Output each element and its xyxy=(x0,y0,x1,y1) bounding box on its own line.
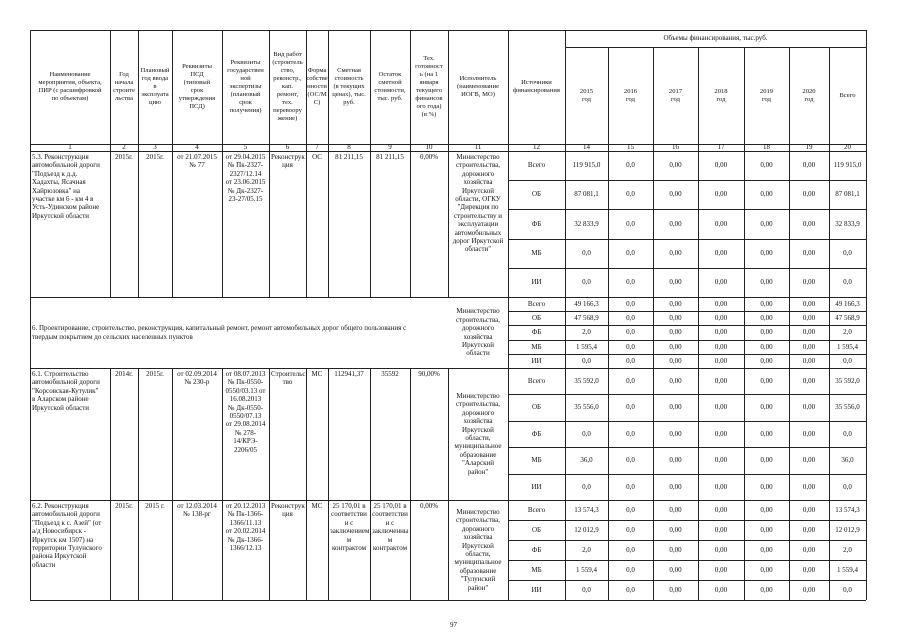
amount-cell: 0,00 xyxy=(714,161,728,170)
amount-cell: 0,00 xyxy=(714,313,728,322)
start-year: 2014г. xyxy=(115,370,133,378)
amount-cell: 13 574,3 xyxy=(835,505,860,514)
amount-cell: 0,00 xyxy=(669,376,682,385)
column-header: Источники финансирования xyxy=(513,79,560,94)
readiness: 90,00% xyxy=(418,370,440,378)
amount-cell: 0,00 xyxy=(760,376,773,385)
expertise-requisites: от 20.12.2013 № Пк-1366- 1366/11.13 от 20.02.2014 № Дк-1366- 1366/12.13 xyxy=(225,502,266,553)
amount-cell: 119 915,0 xyxy=(572,161,601,170)
column-header: Наименование мероприятия, объекта, ПИР (с расшифровкой по объектам) xyxy=(38,71,102,102)
amount-cell: 0,0 xyxy=(626,376,635,385)
grid-line xyxy=(328,368,329,600)
grid-line xyxy=(269,30,270,297)
psd-requisites: от 21.07.2015 № 77 xyxy=(177,153,217,170)
grid-line xyxy=(110,368,111,600)
executor: Министерство строительства, дорожного хозяйства Иркутской области, муниципальное образование "Аларский район" xyxy=(454,391,502,476)
amount-cell: 0,0 xyxy=(582,429,591,438)
work-type: Реконструк ция xyxy=(271,153,305,170)
amount-cell: 0,00 xyxy=(669,356,682,365)
amount-cell: 0,0 xyxy=(843,429,852,438)
amount-cell: 0,00 xyxy=(669,456,682,465)
amount-cell: 0,00 xyxy=(714,545,728,554)
amount-cell: 0,00 xyxy=(802,545,816,554)
amount-cell: 0,00 xyxy=(714,403,728,412)
amount-cell: 0,00 xyxy=(802,249,816,258)
amount-cell: 0,00 xyxy=(669,313,682,322)
amount-cell: 1 559,4 xyxy=(837,565,858,574)
work-type: Реконструк ция xyxy=(271,502,305,519)
amount-cell: 0,0 xyxy=(843,356,852,365)
amount-cell: 0,00 xyxy=(669,505,682,514)
column-number: 12 xyxy=(533,143,540,152)
funding-source: ОБ xyxy=(531,313,542,322)
grid-line xyxy=(30,30,31,600)
column-number: 6 xyxy=(285,143,290,152)
amount-cell: 0,00 xyxy=(760,585,773,594)
amount-cell: 0,00 xyxy=(802,585,816,594)
amount-cell: 0,00 xyxy=(760,525,773,534)
amount-cell: 0,00 xyxy=(714,328,728,337)
amount-cell: 0,00 xyxy=(802,219,816,228)
funding-source: ИИ xyxy=(531,356,542,365)
amount-cell: 0,0 xyxy=(626,429,635,438)
amount-cell: 0,00 xyxy=(760,403,773,412)
amount-cell: 0,00 xyxy=(669,299,682,308)
estimated-cost: 112941,37 xyxy=(334,370,364,378)
amount-cell: 0,00 xyxy=(669,278,682,287)
amount-cell: 35 592,0 xyxy=(574,376,599,385)
amount-cell: 0,00 xyxy=(760,545,773,554)
ownership-form: ОС xyxy=(312,153,322,161)
amount-cell: 0,00 xyxy=(669,565,682,574)
commission-year: 2015 г. xyxy=(145,502,165,510)
amount-cell: 0,00 xyxy=(669,190,682,199)
amount-cell: 0,00 xyxy=(669,403,682,412)
amount-cell: 0,00 xyxy=(802,482,816,491)
amount-cell: 87 081,1 xyxy=(835,190,860,199)
column-number: 14 xyxy=(583,143,590,152)
amount-cell: 0,0 xyxy=(626,565,635,574)
grid-line xyxy=(866,30,867,600)
amount-cell: 49 166,3 xyxy=(574,299,599,308)
amount-cell: 12 012,9 xyxy=(574,525,599,534)
funding-source: Всего xyxy=(527,505,546,514)
grid-line xyxy=(410,368,411,600)
column-header: Плановый год ввода в эксплуата цию xyxy=(140,67,170,106)
amount-cell: 0,00 xyxy=(669,545,682,554)
amount-cell: 0,00 xyxy=(802,328,816,337)
amount-cell: 0,00 xyxy=(802,190,816,199)
column-header: 2017 год xyxy=(668,87,683,103)
amount-cell: 0,00 xyxy=(760,190,773,199)
amount-cell: 47 568,9 xyxy=(574,313,599,322)
amount-cell: 0,00 xyxy=(669,219,682,228)
amount-cell: 0,00 xyxy=(802,278,816,287)
funding-source: МБ xyxy=(531,249,542,258)
object-name: 5.3. Реконструкция автомобильной дороги "Подъезд к д.д. Хадахты, Ясачная Хайрюзовка" на участке км 6 - км 4 в Усть-Удинском районе Иркутской области xyxy=(32,153,100,220)
column-number: 11 xyxy=(474,143,482,152)
amount-cell: 0,00 xyxy=(760,278,773,287)
column-number: 15 xyxy=(627,143,634,152)
amount-cell: 0,00 xyxy=(669,429,682,438)
amount-cell: 0,0 xyxy=(626,456,635,465)
column-header: 2020 год xyxy=(802,87,816,103)
amount-cell: 2,0 xyxy=(582,328,591,337)
grid-line xyxy=(565,30,566,600)
readiness: 0,00% xyxy=(419,153,439,161)
grid-line xyxy=(653,47,654,600)
estimated-cost: 81 211,15 xyxy=(335,153,363,161)
column-number: 9 xyxy=(388,143,392,152)
grid-line xyxy=(328,30,329,297)
amount-cell: 0,00 xyxy=(669,585,682,594)
column-number: 8 xyxy=(347,143,351,152)
amount-cell: 49 166,3 xyxy=(835,299,860,308)
amount-cell: 0,0 xyxy=(626,585,635,594)
funding-source: ИИ xyxy=(531,585,542,594)
amount-cell: 0,00 xyxy=(669,161,682,170)
column-number: 16 xyxy=(672,143,679,152)
amount-cell: 0,0 xyxy=(626,278,635,287)
volume-group-header: Объемы финансирования, тыс.руб. xyxy=(663,34,768,43)
funding-source: Всего xyxy=(527,299,546,308)
amount-cell: 0,00 xyxy=(760,313,773,322)
amount-cell: 0,0 xyxy=(582,482,591,491)
amount-cell: 1 595,4 xyxy=(576,342,597,351)
grid-line xyxy=(306,368,307,600)
commission-year: 2015г. xyxy=(146,370,164,378)
column-header: 2018 год xyxy=(714,87,728,103)
amount-cell: 0,00 xyxy=(714,456,728,465)
amount-cell: 13 574,3 xyxy=(574,505,599,514)
amount-cell: 35 556,0 xyxy=(574,403,599,412)
amount-cell: 0,00 xyxy=(760,328,773,337)
amount-cell: 0,00 xyxy=(669,328,682,337)
funding-source: ФБ xyxy=(531,545,542,554)
amount-cell: 0,0 xyxy=(626,356,635,365)
amount-cell: 0,00 xyxy=(802,505,816,514)
amount-cell: 0,0 xyxy=(626,219,635,228)
psd-requisites: от 12.03.2014 № 138-рг xyxy=(177,502,217,519)
amount-cell: 0,00 xyxy=(714,278,728,287)
amount-cell: 0,00 xyxy=(760,356,773,365)
column-header: 2015 год xyxy=(579,87,594,103)
expertise-requisites: от 29.04.2015 № Пк-2327- 2327/12.14 от 23.06.2015 № Дк-2327- 23-27/05.15 xyxy=(225,153,266,204)
funding-source: Всего xyxy=(527,376,546,385)
amount-cell: 0,00 xyxy=(802,161,816,170)
grid-line xyxy=(269,368,270,600)
grid-line xyxy=(172,30,173,297)
amount-cell: 0,00 xyxy=(714,190,728,199)
funding-source: ОБ xyxy=(531,525,542,534)
column-number: 4 xyxy=(195,143,199,152)
column-header: Год начала строите льства xyxy=(113,71,135,102)
amount-cell: 0,00 xyxy=(760,219,773,228)
grid-line xyxy=(370,368,371,600)
column-header: Сметная стоимость (в текущих ценах), тыс. руб. xyxy=(332,67,366,106)
remaining-cost: 81 211,15 xyxy=(376,153,404,161)
amount-cell: 36,0 xyxy=(841,456,854,465)
grid-line xyxy=(789,47,790,600)
amount-cell: 0,00 xyxy=(760,342,773,351)
expertise-requisites: от 08.07.2013 № Пк-0550- 0550/03.13 от 16.08.2013 № Дк-0550- 0550/07.13 от 29.08.2014 № 278- 14/КРЭ- 2206/05 xyxy=(225,370,266,454)
amount-cell: 0,00 xyxy=(760,429,773,438)
amount-cell: 0,00 xyxy=(802,429,816,438)
amount-cell: 0,0 xyxy=(626,313,635,322)
column-number: 19 xyxy=(805,143,813,152)
funding-source: ФБ xyxy=(531,328,542,337)
column-number: 17 xyxy=(717,143,725,152)
amount-cell: 0,00 xyxy=(714,505,728,514)
executor: Министерство строительства, дорожного хозяйства Иркутской области, ОГКУ "Дирекция по строительству и эксплуатации автомобильных дорог Иркутской области" xyxy=(452,153,504,254)
amount-cell: 0,0 xyxy=(843,585,852,594)
amount-cell: 1 559,4 xyxy=(576,565,597,574)
section-title: 6. Проектирование, строительство, реконструкция, капитальный ремонт, ремонт автомобильных дорог общего пользования с твердым покрытием до сельских населенных пунктов xyxy=(32,324,407,341)
grid-line xyxy=(608,47,609,600)
amount-cell: 2,0 xyxy=(582,545,591,554)
amount-cell: 0,00 xyxy=(669,249,682,258)
amount-cell: 0,00 xyxy=(714,356,728,365)
column-number: 3 xyxy=(153,143,157,152)
funding-source: Всего xyxy=(527,161,546,170)
amount-cell: 0,0 xyxy=(582,356,591,365)
amount-cell: 47 568,9 xyxy=(835,313,860,322)
remaining-cost: 25 170,01 в соответстви и с заключенны м контрактом xyxy=(372,502,409,553)
amount-cell: 0,00 xyxy=(802,525,816,534)
funding-source: ИИ xyxy=(531,278,542,287)
amount-cell: 0,00 xyxy=(760,565,773,574)
amount-cell: 0,00 xyxy=(714,376,728,385)
object-name: 6.2. Реконструкция автомобильной дороги "Подъезд к с. Азей" (от а/д Новосибирск - Иркутск км 1507) на территории Тулунского района Иркутской области xyxy=(32,502,102,569)
amount-cell: 0,00 xyxy=(714,525,728,534)
amount-cell: 0,0 xyxy=(582,278,591,287)
amount-cell: 0,0 xyxy=(626,328,635,337)
amount-cell: 35 556,0 xyxy=(835,403,860,412)
grid-line xyxy=(110,30,111,297)
amount-cell: 87 081,1 xyxy=(574,190,599,199)
grid-line xyxy=(829,47,830,600)
column-header: Реквизиты ПСД (типовый срок утверждения ПСД) xyxy=(178,63,216,110)
funding-source: ИИ xyxy=(531,482,542,491)
remaining-cost: 35592 xyxy=(381,370,399,378)
commission-year: 2015г. xyxy=(146,153,164,161)
psd-requisites: от 02.09.2014 № 230-р xyxy=(177,370,217,387)
amount-cell: 0,0 xyxy=(626,249,635,258)
amount-cell: 2,0 xyxy=(843,328,852,337)
amount-cell: 0,00 xyxy=(714,342,728,351)
amount-cell: 0,00 xyxy=(714,585,728,594)
amount-cell: 0,00 xyxy=(760,249,773,258)
grid-line xyxy=(744,47,745,600)
column-number: 7 xyxy=(315,143,319,152)
grid-line xyxy=(138,30,139,297)
amount-cell: 0,00 xyxy=(802,456,816,465)
amount-cell: 0,00 xyxy=(714,482,728,491)
amount-cell: 0,00 xyxy=(714,219,728,228)
grid-line xyxy=(30,600,866,601)
amount-cell: 0,00 xyxy=(802,403,816,412)
amount-cell: 0,0 xyxy=(843,482,852,491)
amount-cell: 2,0 xyxy=(843,545,852,554)
amount-cell: 0,0 xyxy=(626,342,635,351)
amount-cell: 0,0 xyxy=(626,505,635,514)
amount-cell: 0,0 xyxy=(626,482,635,491)
amount-cell: 0,00 xyxy=(802,356,816,365)
grid-line xyxy=(698,47,699,600)
ownership-form: МС xyxy=(311,370,323,378)
amount-cell: 0,00 xyxy=(760,482,773,491)
amount-cell: 0,00 xyxy=(802,313,816,322)
column-header: 2016 год xyxy=(623,87,638,103)
amount-cell: 0,0 xyxy=(582,249,591,258)
work-type: Строительс тво xyxy=(271,370,306,387)
amount-cell: 0,00 xyxy=(802,342,816,351)
funding-source: МБ xyxy=(531,342,542,351)
funding-source: ОБ xyxy=(531,190,542,199)
amount-cell: 0,0 xyxy=(843,278,852,287)
amount-cell: 119 915,0 xyxy=(833,161,862,170)
funding-source: ФБ xyxy=(531,429,542,438)
column-header: Реквизиты государствен ной экспертизы (плановый срок получения) xyxy=(227,59,264,114)
amount-cell: 0,0 xyxy=(582,585,591,594)
amount-cell: 0,00 xyxy=(669,525,682,534)
amount-cell: 0,00 xyxy=(714,429,728,438)
amount-cell: 0,0 xyxy=(626,299,635,308)
funding-source: МБ xyxy=(531,456,542,465)
amount-cell: 36,0 xyxy=(580,456,593,465)
amount-cell: 0,00 xyxy=(669,342,682,351)
column-number: 18 xyxy=(763,143,770,152)
amount-cell: 32 833,9 xyxy=(574,219,599,228)
amount-cell: 0,00 xyxy=(802,299,816,308)
column-header: Остаток сметной стоимости, тыс. руб. xyxy=(374,71,406,102)
funding-source: МБ xyxy=(531,565,542,574)
amount-cell: 0,0 xyxy=(626,403,635,412)
grid-line xyxy=(508,30,509,600)
grid-line xyxy=(172,368,173,600)
grid-line xyxy=(222,30,223,297)
ownership-form: МС xyxy=(311,502,323,510)
column-header: Всего xyxy=(839,91,856,99)
column-number: 1 xyxy=(68,143,72,152)
grid-line xyxy=(448,30,449,297)
column-header: Исполнитель (наименование ИОГВ, МО) xyxy=(456,75,500,98)
grid-line xyxy=(370,30,371,297)
grid-line xyxy=(448,368,449,600)
amount-cell: 0,00 xyxy=(760,299,773,308)
column-number: 5 xyxy=(243,143,248,152)
amount-cell: 1 595,4 xyxy=(837,342,858,351)
amount-cell: 0,00 xyxy=(714,249,728,258)
amount-cell: 0,00 xyxy=(760,505,773,514)
amount-cell: 12 012,9 xyxy=(835,525,860,534)
executor: Министерство строительства, дорожного хозяйства Иркутской области xyxy=(455,307,501,358)
amount-cell: 0,00 xyxy=(760,456,773,465)
column-header: Форма собстве нности (ОС/М С) xyxy=(306,67,328,106)
column-number: 10 xyxy=(425,143,433,152)
executor: Министерство строительства, дорожного хозяйства Иркутской области, муниципальное образование "Тулунский район" xyxy=(454,507,502,592)
column-number: 20 xyxy=(844,143,851,152)
column-header: Вид работ (строитель ство, реконстр., кап. ремонт, тех. перевоору жение) xyxy=(272,51,303,122)
estimated-cost: 25 170,01 в соответстви и с заключением м контрактом xyxy=(330,502,370,553)
amount-cell: 0,00 xyxy=(714,299,728,308)
amount-cell: 0,0 xyxy=(626,190,635,199)
amount-cell: 0,00 xyxy=(714,565,728,574)
funding-source: ОБ xyxy=(531,403,542,412)
amount-cell: 0,0 xyxy=(626,161,635,170)
grid-line xyxy=(410,30,411,297)
amount-cell: 32 833,9 xyxy=(835,219,860,228)
start-year: 2015г. xyxy=(115,153,133,161)
page-number: 97 xyxy=(450,621,457,629)
amount-cell: 0,00 xyxy=(802,565,816,574)
amount-cell: 0,00 xyxy=(802,376,816,385)
amount-cell: 35 592,0 xyxy=(835,376,860,385)
amount-cell: 0,0 xyxy=(626,545,635,554)
start-year: 2015г. xyxy=(115,502,133,510)
object-name: 6.1. Строительство автомобильной дороги "Корсовская-Кутулик" в Аларском районе Иркутской области xyxy=(32,370,100,412)
grid-line xyxy=(222,368,223,600)
amount-cell: 0,0 xyxy=(626,525,635,534)
column-header: Тех. готовност ь (на 1 января текущего финансов ого года) (в %) xyxy=(415,55,443,118)
amount-cell: 0,00 xyxy=(760,161,773,170)
funding-source: ФБ xyxy=(531,219,542,228)
grid-line xyxy=(138,368,139,600)
readiness: 0,00% xyxy=(419,502,439,510)
amount-cell: 0,0 xyxy=(843,249,852,258)
column-number: 2 xyxy=(122,143,126,152)
column-header: 2019 год xyxy=(759,87,774,103)
amount-cell: 0,00 xyxy=(669,482,682,491)
